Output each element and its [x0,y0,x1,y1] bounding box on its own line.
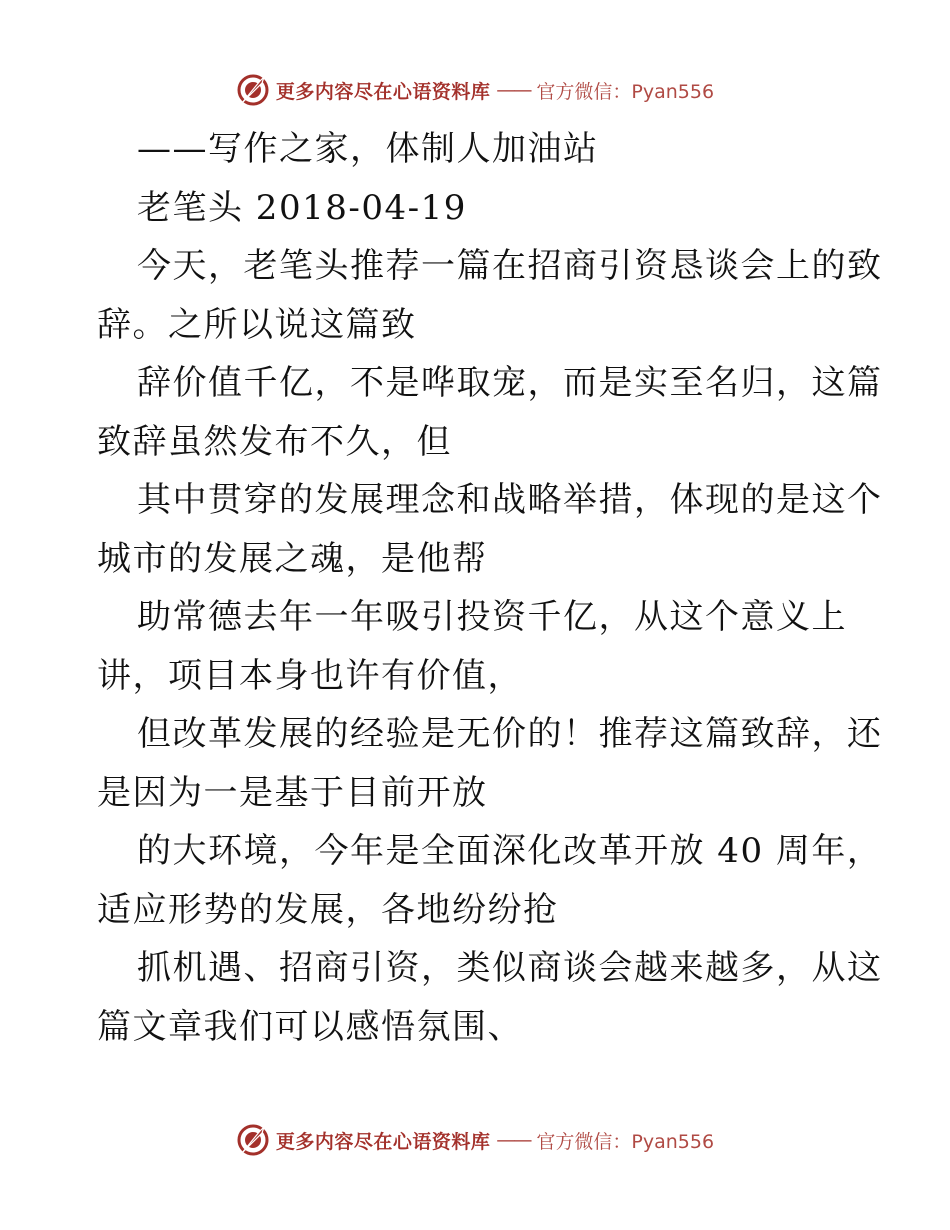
header-banner [0,70,950,110]
body-line: 适应形势的发展，各地纷纷抢 [97,889,559,930]
body-line: 辞。之所以说这篇致 [97,304,417,345]
body-line: 城市的发展之魂，是他帮 [97,538,488,579]
body-line: 辞价值千亿，不是哗取宠，而是实至名归，这篇 [137,363,883,403]
body-line: 的大环境，今年是全面深化改革开放 40 周年， [137,831,883,871]
body-line: 抓机遇、招商引资，类似商谈会越来越多，从这 [137,948,883,988]
body-line: 致辞虽然发布不久，但 [97,421,452,462]
banner-text: 更多内容尽在心语资料库 [275,1130,491,1153]
quill-seal-icon [236,73,270,107]
subtitle-line: ——写作之家，体制人加油站 [137,129,599,169]
banner-separator: —— [496,79,531,101]
body-line: 但改革发展的经验是无价的！推荐这篇致辞，还 [137,714,883,754]
banner-wechat: 官方微信：Pyan556 [536,1130,715,1153]
author-date-line: 老笔头 2018-04-19 [137,187,467,228]
banner-wechat: 官方微信：Pyan556 [536,80,715,103]
body-line: 今天，老笔头推荐一篇在招商引资恳谈会上的致 [137,246,883,286]
body-line: 是因为一是基于目前开放 [97,772,488,813]
body-line: 篇文章我们可以感悟氛围、 [97,1006,523,1047]
document-body [97,120,883,1056]
footer-banner [0,1120,950,1160]
body-line: 其中贯穿的发展理念和战略举措，体现的是这个 [137,480,883,520]
body-line: 助常德去年一年吸引投资千亿，从这个意义上 [137,597,847,637]
quill-seal-icon [236,1123,270,1157]
banner-separator: —— [496,1129,531,1151]
body-line: 讲，项目本身也许有价值， [97,655,523,696]
banner-text: 更多内容尽在心语资料库 [275,80,491,103]
